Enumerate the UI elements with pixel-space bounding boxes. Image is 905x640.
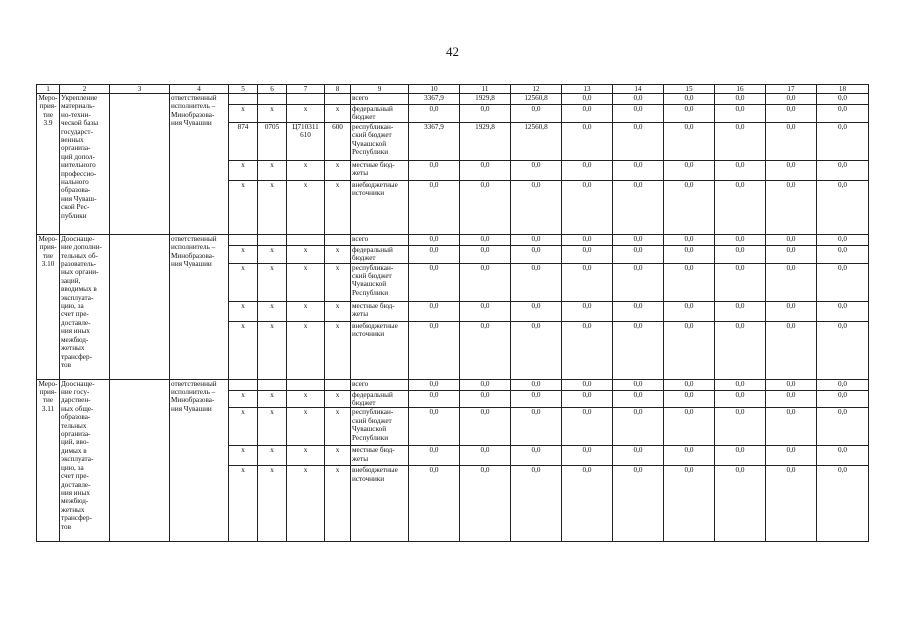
value-cell: 0,0	[715, 321, 766, 379]
budget-code-cell: x	[325, 321, 351, 379]
budget-code-cell	[287, 379, 325, 390]
value-cell: 0,0	[409, 301, 460, 321]
value-cell: 0,0	[613, 321, 664, 379]
budget-code-cell: x	[258, 105, 287, 123]
value-cell: 0,0	[409, 379, 460, 390]
value-cell: 0,0	[562, 301, 613, 321]
value-cell: 0,0	[664, 263, 715, 301]
value-cell: 0,0	[664, 408, 715, 446]
budget-code-cell	[229, 379, 258, 390]
budget-code-cell: x	[325, 466, 351, 542]
budget-code-cell: x	[287, 263, 325, 301]
funding-source: республикан- ский бюджет Чувашской Республики	[351, 263, 409, 301]
value-cell: 0,0	[664, 466, 715, 542]
value-cell: 0,0	[409, 160, 460, 180]
funding-source: внебюджетные источники	[351, 180, 409, 234]
budget-code-cell: x	[229, 390, 258, 408]
value-cell: 0,0	[766, 263, 817, 301]
budget-code-cell: x	[325, 390, 351, 408]
budget-code-cell: x	[287, 390, 325, 408]
value-cell: 0,0	[409, 466, 460, 542]
page-number: 42	[446, 44, 459, 59]
value-cell: 0,0	[613, 466, 664, 542]
budget-code-cell	[325, 234, 351, 245]
value-cell: 0,0	[613, 263, 664, 301]
budget-code-cell: x	[258, 466, 287, 542]
column-number-header: 8	[325, 85, 351, 94]
value-cell: 0,0	[511, 180, 562, 234]
value-cell: 0,0	[460, 466, 511, 542]
budget-code-cell	[229, 94, 258, 105]
value-cell: 0,0	[715, 160, 766, 180]
budget-code-cell: x	[325, 408, 351, 446]
value-cell: 0,0	[766, 94, 817, 105]
value-cell: 0,0	[562, 263, 613, 301]
value-cell: 0,0	[715, 234, 766, 245]
value-cell: 0,0	[766, 379, 817, 390]
value-cell: 0,0	[511, 263, 562, 301]
measure-name: Меро- прия- тие 3.10	[37, 234, 60, 379]
column-number-header: 4	[170, 85, 229, 94]
value-cell: 0,0	[409, 234, 460, 245]
value-cell: 0,0	[715, 245, 766, 263]
column-number-header: 10	[409, 85, 460, 94]
value-cell: 0,0	[766, 408, 817, 446]
value-cell: 0,0	[664, 180, 715, 234]
value-cell: 0,0	[715, 105, 766, 123]
column-number-row	[37, 85, 869, 94]
column-number-header: 12	[511, 85, 562, 94]
budget-code-cell: x	[229, 301, 258, 321]
value-cell: 0,0	[715, 379, 766, 390]
value-cell: 0,0	[460, 245, 511, 263]
column-number-header: 5	[229, 85, 258, 94]
value-cell: 0,0	[460, 234, 511, 245]
value-cell: 0,0	[409, 408, 460, 446]
value-cell: 12560,8	[511, 122, 562, 160]
budget-code-cell: x	[325, 160, 351, 180]
value-cell: 0,0	[817, 180, 869, 234]
value-cell: 0,0	[715, 263, 766, 301]
funding-source: местные бюд- жеты	[351, 160, 409, 180]
value-cell: 0,0	[817, 321, 869, 379]
value-cell: 0,0	[613, 160, 664, 180]
value-cell: 0,0	[817, 234, 869, 245]
budget-code-cell: x	[287, 180, 325, 234]
funding-source: всего	[351, 234, 409, 245]
funding-source: всего	[351, 379, 409, 390]
value-cell: 0,0	[664, 301, 715, 321]
value-cell: 0,0	[715, 466, 766, 542]
value-cell: 0,0	[817, 379, 869, 390]
value-cell: 0,0	[460, 263, 511, 301]
column-number-header: 13	[562, 85, 613, 94]
column-number-header: 6	[258, 85, 287, 94]
budget-code-cell: x	[258, 408, 287, 446]
value-cell: 0,0	[766, 180, 817, 234]
measure-executor: ответственный исполнитель – Минобразова- ния Чувашии	[170, 94, 229, 235]
value-cell: 0,0	[562, 390, 613, 408]
budget-code-cell: x	[229, 321, 258, 379]
value-cell: 0,0	[511, 160, 562, 180]
value-cell: 0,0	[409, 105, 460, 123]
value-cell: 0,0	[613, 390, 664, 408]
budget-code-cell: x	[325, 301, 351, 321]
funding-source: внебюджетные источники	[351, 466, 409, 542]
funding-source: всего	[351, 94, 409, 105]
funding-source: федеральный бюджет	[351, 245, 409, 263]
column-number-header: 2	[60, 85, 110, 94]
column-number-header: 1	[37, 85, 60, 94]
value-cell: 0,0	[460, 180, 511, 234]
budget-code-cell: x	[229, 466, 258, 542]
funding-source: федеральный бюджет	[351, 390, 409, 408]
budget-code-cell: x	[287, 245, 325, 263]
value-cell: 0,0	[511, 379, 562, 390]
value-cell: 0,0	[766, 446, 817, 466]
value-cell: 0,0	[715, 446, 766, 466]
column-number-header: 11	[460, 85, 511, 94]
value-cell: 0,0	[766, 160, 817, 180]
value-cell: 0,0	[460, 160, 511, 180]
value-cell: 0,0	[511, 105, 562, 123]
measure-description: Укрепление материаль- но-техни- ческой базы государст- венных организа- ций допол- нительного профессио- нального образова- ния Чуваш- ской Рес- публики	[60, 94, 110, 235]
value-cell: 0,0	[817, 301, 869, 321]
value-cell: 0,0	[562, 466, 613, 542]
value-cell: 0,0	[766, 390, 817, 408]
value-cell: 0,0	[766, 245, 817, 263]
value-cell: 0,0	[664, 234, 715, 245]
value-cell: 0,0	[562, 446, 613, 466]
value-cell: 0,0	[715, 408, 766, 446]
value-cell: 0,0	[460, 390, 511, 408]
budget-code-cell: x	[229, 408, 258, 446]
value-cell: 0,0	[664, 321, 715, 379]
column-number-header: 14	[613, 85, 664, 94]
measure-description: Дооснаще- ние дополни- тельных об- разователь- ных органи- заций, вводимых в эксплуата- цию, за счет пре- доставле- ния иных межбюд- жетных трансфер- тов	[60, 234, 110, 379]
value-cell: 0,0	[409, 245, 460, 263]
budget-code-cell: x	[287, 160, 325, 180]
value-cell: 0,0	[817, 446, 869, 466]
value-cell: 0,0	[562, 105, 613, 123]
budget-code-cell: 874	[229, 122, 258, 160]
value-cell: 0,0	[817, 160, 869, 180]
budget-code-cell: x	[229, 446, 258, 466]
value-cell: 0,0	[664, 94, 715, 105]
value-cell: 0,0	[715, 180, 766, 234]
value-cell: 0,0	[766, 466, 817, 542]
value-cell: 0,0	[460, 321, 511, 379]
budget-code-cell: x	[258, 446, 287, 466]
value-cell: 0,0	[664, 390, 715, 408]
value-cell: 0,0	[511, 408, 562, 446]
measure-executor: ответственный исполнитель – Минобразова- ния Чувашии	[170, 379, 229, 542]
value-cell: 0,0	[613, 446, 664, 466]
value-cell: 0,0	[511, 390, 562, 408]
funding-source: внебюджетные источники	[351, 321, 409, 379]
budget-code-cell	[258, 234, 287, 245]
value-cell: 0,0	[613, 180, 664, 234]
value-cell: 0,0	[664, 105, 715, 123]
measure-name: Меро- прия- тие 3.9	[37, 94, 60, 235]
budget-code-cell: x	[229, 180, 258, 234]
budget-code-cell: 600	[325, 122, 351, 160]
budget-table	[36, 84, 869, 542]
value-cell: 0,0	[817, 94, 869, 105]
budget-code-cell	[287, 234, 325, 245]
funding-source: местные бюд- жеты	[351, 301, 409, 321]
measure-description: Дооснаще- ние госу- дарствен- ных обще- образова- тельных организа- ций, вво- димых в эксплуата- цию, за счет пре- доставле- ния иных межбюд- жетных трансфер- тов	[60, 379, 110, 542]
value-cell: 0,0	[562, 245, 613, 263]
empty-cell	[110, 94, 170, 235]
value-cell: 0,0	[562, 122, 613, 160]
value-cell: 0,0	[562, 379, 613, 390]
value-cell: 1929,8	[460, 94, 511, 105]
value-cell: 0,0	[817, 466, 869, 542]
value-cell: 0,0	[817, 122, 869, 160]
value-cell: 0,0	[613, 94, 664, 105]
budget-code-cell	[258, 94, 287, 105]
budget-code-cell: x	[258, 160, 287, 180]
budget-code-cell: x	[258, 390, 287, 408]
value-cell: 0,0	[664, 160, 715, 180]
value-cell: 3367,9	[409, 94, 460, 105]
budget-code-cell: x	[258, 180, 287, 234]
value-cell: 0,0	[409, 263, 460, 301]
empty-cell	[110, 234, 170, 379]
table-row	[37, 379, 869, 390]
funding-source: местные бюд- жеты	[351, 446, 409, 466]
budget-code-cell: x	[325, 245, 351, 263]
budget-code-cell: x	[258, 245, 287, 263]
value-cell: 3367,9	[409, 122, 460, 160]
budget-code-cell: x	[325, 180, 351, 234]
value-cell: 0,0	[766, 105, 817, 123]
value-cell: 0,0	[664, 122, 715, 160]
budget-code-cell: x	[229, 263, 258, 301]
value-cell: 12560,8	[511, 94, 562, 105]
measure-name: Меро- прия- тие 3.11	[37, 379, 60, 542]
value-cell: 1929,8	[460, 122, 511, 160]
value-cell: 0,0	[766, 234, 817, 245]
value-cell: 0,0	[409, 321, 460, 379]
value-cell: 0,0	[511, 446, 562, 466]
value-cell: 0,0	[817, 408, 869, 446]
value-cell: 0,0	[613, 245, 664, 263]
value-cell: 0,0	[562, 234, 613, 245]
value-cell: 0,0	[664, 446, 715, 466]
value-cell: 0,0	[460, 446, 511, 466]
value-cell: 0,0	[511, 301, 562, 321]
column-number-header: 3	[110, 85, 170, 94]
value-cell: 0,0	[409, 180, 460, 234]
budget-code-cell: x	[325, 446, 351, 466]
value-cell: 0,0	[664, 379, 715, 390]
value-cell: 0,0	[460, 301, 511, 321]
value-cell: 0,0	[664, 245, 715, 263]
column-number-header: 17	[766, 85, 817, 94]
budget-code-cell	[258, 379, 287, 390]
budget-code-cell: x	[258, 301, 287, 321]
value-cell: 0,0	[613, 122, 664, 160]
value-cell: 0,0	[817, 245, 869, 263]
budget-code-cell: x	[258, 321, 287, 379]
budget-code-cell: x	[287, 446, 325, 466]
funding-source: республикан- ский бюджет Чувашской Республики	[351, 408, 409, 446]
value-cell: 0,0	[562, 180, 613, 234]
value-cell: 0,0	[766, 301, 817, 321]
column-number-header: 16	[715, 85, 766, 94]
value-cell: 0,0	[562, 408, 613, 446]
budget-code-cell: x	[287, 301, 325, 321]
budget-code-cell	[325, 94, 351, 105]
value-cell: 0,0	[817, 263, 869, 301]
budget-code-cell: x	[287, 408, 325, 446]
column-number-header: 9	[351, 85, 409, 94]
value-cell: 0,0	[562, 94, 613, 105]
budget-code-cell	[229, 234, 258, 245]
value-cell: 0,0	[562, 160, 613, 180]
value-cell: 0,0	[715, 390, 766, 408]
budget-code-cell: x	[325, 263, 351, 301]
budget-code-cell	[287, 94, 325, 105]
value-cell: 0,0	[460, 379, 511, 390]
value-cell: 0,0	[715, 94, 766, 105]
table-row	[37, 234, 869, 245]
column-number-header: 15	[664, 85, 715, 94]
value-cell: 0,0	[817, 105, 869, 123]
value-cell: 0,0	[613, 105, 664, 123]
value-cell: 0,0	[715, 122, 766, 160]
value-cell: 0,0	[766, 321, 817, 379]
budget-code-cell	[325, 379, 351, 390]
empty-cell	[110, 379, 170, 542]
value-cell: 0,0	[613, 408, 664, 446]
value-cell: 0,0	[409, 446, 460, 466]
value-cell: 0,0	[562, 321, 613, 379]
value-cell: 0,0	[511, 466, 562, 542]
budget-code-cell: Ц710311 610	[287, 122, 325, 160]
budget-code-cell: 0705	[258, 122, 287, 160]
value-cell: 0,0	[715, 301, 766, 321]
budget-code-cell: x	[325, 105, 351, 123]
column-number-header: 18	[817, 85, 869, 94]
budget-code-cell: x	[287, 321, 325, 379]
funding-source: республикан- ский бюджет Чувашской Республики	[351, 122, 409, 160]
budget-code-cell: x	[229, 160, 258, 180]
budget-code-cell: x	[229, 105, 258, 123]
budget-code-cell: x	[287, 466, 325, 542]
budget-code-cell: x	[258, 263, 287, 301]
value-cell: 0,0	[511, 245, 562, 263]
value-cell: 0,0	[613, 379, 664, 390]
budget-code-cell: x	[229, 245, 258, 263]
table-row	[37, 94, 869, 105]
value-cell: 0,0	[511, 321, 562, 379]
funding-source: федеральный бюджет	[351, 105, 409, 123]
value-cell: 0,0	[613, 234, 664, 245]
budget-code-cell: x	[287, 105, 325, 123]
value-cell: 0,0	[511, 234, 562, 245]
value-cell: 0,0	[613, 301, 664, 321]
value-cell: 0,0	[409, 390, 460, 408]
value-cell: 0,0	[460, 408, 511, 446]
column-number-header: 7	[287, 85, 325, 94]
value-cell: 0,0	[817, 390, 869, 408]
value-cell: 0,0	[460, 105, 511, 123]
measure-executor: ответственный исполнитель – Минобразова- ния Чувашии	[170, 234, 229, 379]
value-cell: 0,0	[766, 122, 817, 160]
